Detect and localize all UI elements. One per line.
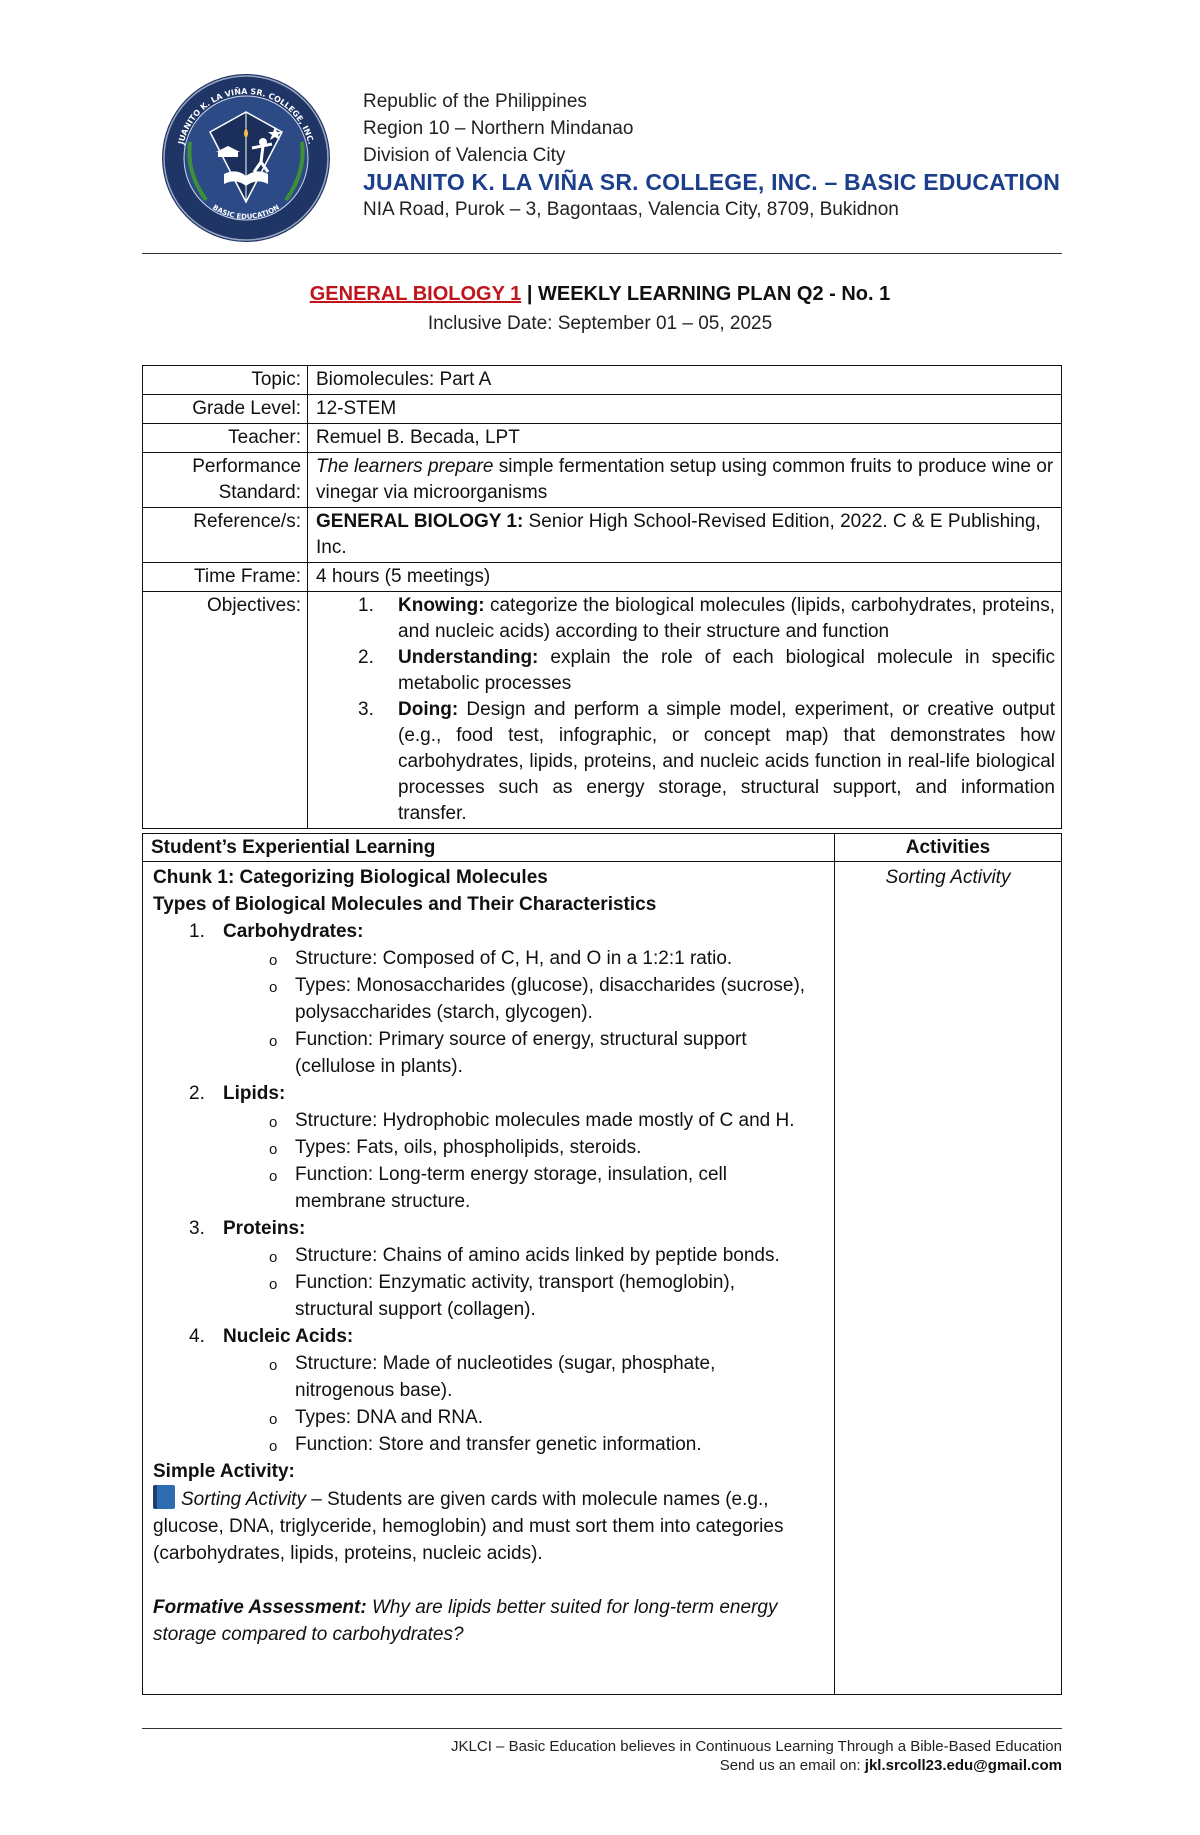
reference-label: Reference/s: <box>143 508 308 563</box>
footer-email: jkl.srcoll23.edu@gmail.com <box>864 1757 1062 1774</box>
bullet-item: o Types: Fats, oils, phospholipids, steroids. <box>269 1137 642 1158</box>
category-lipids: 2. Lipids: <box>189 1083 286 1104</box>
country-line: Republic of the Philippines <box>363 91 587 112</box>
inclusive-date: Inclusive Date: September 01 – 05, 2025 <box>427 313 773 334</box>
objectives-value <box>308 592 1062 829</box>
school-logo <box>160 72 332 244</box>
category-proteins: 3. Proteins: <box>189 1218 306 1239</box>
sorting-activity-description: Sorting Activity – Students are given cards with molecule names (e.g., glucose, DNA, triglyceride, hemoglobin) and must sort them into categories (carbohydrates, lipids, proteins, nucleic acids). <box>153 1485 826 1567</box>
category-nucleic-acids: 4. Nucleic Acids: <box>189 1326 354 1347</box>
bullet-item: o Function: Enzymatic activity, transport (hemoglobin), structural support (collagen). <box>269 1272 735 1320</box>
info-row-grade <box>143 395 1062 424</box>
school-address: NIA Road, Purok – 3, Bagontaas, Valencia City, 8709, Bukidnon <box>363 199 899 220</box>
header-divider <box>142 253 1062 254</box>
objective-item: 2. Understanding: explain the role of each biological molecule in specific metabolic processes <box>358 647 1055 694</box>
topic-value: Biomolecules: Part A <box>308 366 1062 395</box>
bullet-item: o Types: DNA and RNA. <box>269 1407 483 1428</box>
learning-content <box>143 862 835 1695</box>
objective-item: 1. Knowing: categorize the biological molecules (lipids, carbohydrates, proteins, and nucleic acids) according to their structure and function <box>358 595 1055 642</box>
topic-label: Topic: <box>143 366 308 395</box>
objectives-list <box>316 593 1055 827</box>
footer-motto: JKLCI – Basic Education believes in Continuous Learning Through a Bible-Based Education <box>451 1738 1062 1755</box>
reference-value: GENERAL BIOLOGY 1: Senior High School-Revised Edition, 2022. C & E Publishing, Inc. <box>308 508 1062 563</box>
bullet-item: o Structure: Composed of C, H, and O in a 1:2:1 ratio. <box>269 948 733 969</box>
grade-value: 12-STEM <box>308 395 1062 424</box>
footer-contact: Send us an email on: jkl.srcoll23.edu@gmail.com <box>719 1757 1062 1774</box>
simple-activity-heading: Simple Activity: <box>153 1461 295 1482</box>
spacer <box>153 1567 826 1594</box>
teacher-label: Teacher: <box>143 424 308 453</box>
info-row-performance <box>143 453 1062 508</box>
school-name: JUANITO K. LA VIÑA SR. COLLEGE, INC. – BASIC EDUCATION <box>363 169 1061 195</box>
bullet-item: o Types: Monosaccharides (glucose), disaccharides (sucrose), polysaccharides (starch, glycogen). <box>269 975 806 1023</box>
chunk-heading: Chunk 1: Categorizing Biological Molecules <box>153 867 548 888</box>
school-address-block <box>363 88 1060 223</box>
bullet-item: o Function: Store and transfer genetic information. <box>269 1434 702 1455</box>
objective-item: 3. Doing: Design and perform a simple model, experiment, or creative output (e.g., food test, infographic, or concept map) that demonstrates how carbohydrates, lipids, proteins, and nucleic acids function in real-life biological processes such as energy storage, structural support, and information transfer. <box>358 699 1055 824</box>
info-row-objectives <box>143 592 1062 829</box>
lesson-info-table <box>142 365 1062 829</box>
footer-divider <box>142 1728 1062 1729</box>
experiential-learning-table <box>142 833 1062 1695</box>
svg-text:BASIC EDUCATION: BASIC EDUCATION <box>211 203 281 221</box>
letterhead <box>160 72 1060 252</box>
sel-header-row <box>143 834 1062 862</box>
bullet-item: o Structure: Chains of amino acids linked by peptide bonds. <box>269 1245 780 1266</box>
bullet-item: o Function: Primary source of energy, structural support (cellulose in plants). <box>269 1029 747 1077</box>
info-row-reference <box>143 508 1062 563</box>
category-carbohydrates: 1. Carbohydrates: <box>189 921 364 942</box>
types-heading: Types of Biological Molecules and Their Characteristics <box>153 894 657 915</box>
svg-text:JUANITO K. LA VIÑA SR. COLLEGE: JUANITO K. LA VIÑA SR. COLLEGE, INC. <box>176 86 316 146</box>
grade-label: Grade Level: <box>143 395 308 424</box>
document-title <box>0 283 1200 306</box>
sel-content-row <box>143 862 1062 1695</box>
objectives-label: Objectives: <box>143 592 308 829</box>
teacher-value: Remuel B. Becada, LPT <box>308 424 1062 453</box>
performance-label: Performance Standard: <box>143 453 308 508</box>
bullet-item: o Structure: Hydrophobic molecules made mostly of C and H. <box>269 1110 795 1131</box>
division-line: Division of Valencia City <box>363 145 566 166</box>
performance-value: The learners prepare simple fermentation setup using common fruits to produce wine or vinegar via microorganisms <box>308 453 1062 508</box>
timeframe-label: Time Frame: <box>143 563 308 592</box>
info-row-topic <box>143 366 1062 395</box>
info-row-teacher <box>143 424 1062 453</box>
info-row-timeframe <box>143 563 1062 592</box>
timeframe-value: 4 hours (5 meetings) <box>308 563 1062 592</box>
bullet-item: o Function: Long-term energy storage, insulation, cell membrane structure. <box>269 1164 727 1212</box>
col-header-activities: Activities <box>835 834 1062 862</box>
col-header-learning: Student’s Experiential Learning <box>143 834 835 862</box>
plan-title: | WEEKLY LEARNING PLAN Q2 - No. 1 <box>521 283 891 305</box>
activity-cell: Sorting Activity <box>835 862 1062 1695</box>
bullet-item: o Structure: Made of nucleotides (sugar, phosphate, nitrogenous base). <box>269 1353 716 1401</box>
subject-title: GENERAL BIOLOGY 1 <box>309 283 522 305</box>
book-icon <box>153 1485 175 1509</box>
formative-assessment: Formative Assessment: Why are lipids better suited for long-term energy storage compared to carbohydrates? <box>153 1597 778 1645</box>
region-line: Region 10 – Northern Mindanao <box>363 118 634 139</box>
